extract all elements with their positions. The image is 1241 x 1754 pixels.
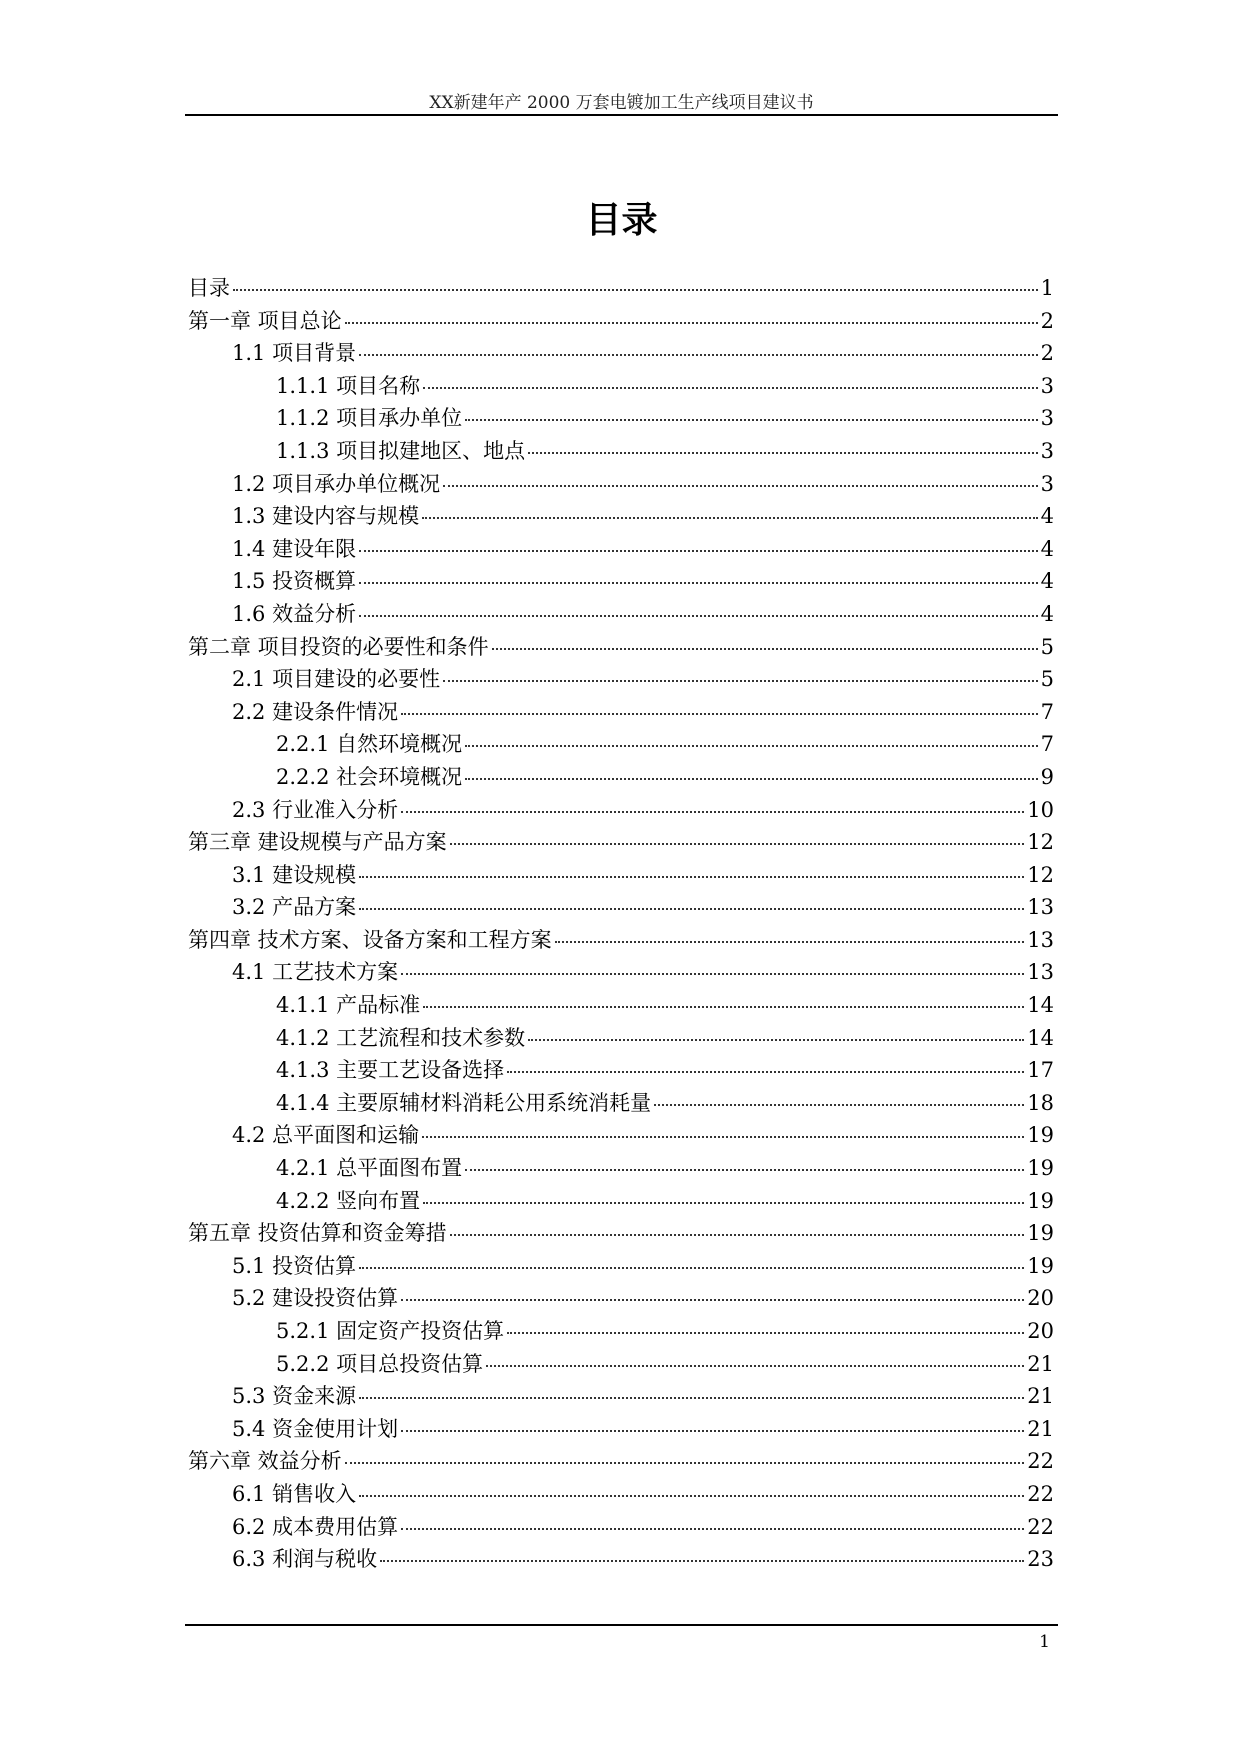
toc-entry-title: 1.1.1 项目名称 [276,373,421,398]
toc-entry-page: 2 [1040,341,1054,366]
page-title: 目录 [585,200,658,241]
toc-entry-title: 1.1 项目背景 [232,341,357,366]
toc-entry[interactable] [188,272,1054,305]
toc-dot-leader [359,876,1024,878]
toc-dot-leader [401,1430,1024,1432]
toc-entry-page: 21 [1027,1351,1054,1376]
toc-dot-leader [465,1169,1024,1171]
toc-dot-leader [422,1136,1024,1138]
toc-dot-leader [359,1397,1024,1399]
toc-entry-page: 5 [1040,667,1054,692]
toc-entry-title: 4.1.2 工艺流程和技术参数 [276,1025,526,1050]
toc-entry[interactable] [188,924,1054,957]
toc-entry[interactable] [188,598,1054,631]
toc-entry[interactable] [188,305,1054,338]
toc-entry-title: 2.2 建设条件情况 [232,699,399,724]
toc-entry-title: 3.2 产品方案 [232,895,357,920]
toc-entry-page: 19 [1027,1188,1054,1213]
toc-entry-page: 14 [1027,993,1054,1018]
toc-entry-page: 4 [1040,569,1054,594]
toc-dot-leader [359,1267,1024,1269]
toc-dot-leader [443,485,1038,487]
toc-entry-title: 6.3 利润与税收 [232,1547,378,1572]
toc-entry[interactable] [188,891,1054,924]
toc-entry-title: 5.2.1 固定资产投资估算 [276,1319,505,1343]
toc-entry-title: 第三章 建设规模与产品方案 [188,830,447,855]
toc-entry-title: 1.6 效益分析 [232,601,357,626]
toc-entry-title: 第六章 效益分析 [188,1449,342,1474]
toc-entry-title: 6.1 销售收入 [232,1481,357,1506]
toc-entry-page: 3 [1040,406,1054,431]
toc-dot-leader [401,713,1038,715]
toc-entry-page: 17 [1027,1058,1054,1083]
toc-entry-page: 3 [1040,438,1054,463]
toc-entry-page: 13 [1027,960,1054,985]
toc-entry-title: 4.1.3 主要工艺设备选择 [276,1058,505,1083]
toc-dot-leader [423,387,1038,389]
toc-dot-leader [401,1299,1024,1301]
toc-dot-leader [359,550,1038,552]
toc-dot-leader [233,289,1038,291]
toc-entry-title: 6.2 成本费用估算 [232,1514,399,1539]
toc-entry[interactable] [188,1185,1054,1218]
toc-dot-leader [507,1071,1024,1073]
toc-entry-title: 目录 [188,276,230,300]
toc-entry-page: 21 [1027,1384,1054,1409]
toc-dot-leader [528,1039,1024,1041]
toc-entry-page: 21 [1027,1416,1054,1441]
toc-entry-title: 1.1.2 项目承办单位 [276,406,463,431]
toc-entry[interactable] [188,1478,1054,1511]
toc-dot-leader [486,1365,1024,1367]
toc-dot-leader [422,517,1038,519]
toc-entry-title: 5.4 资金使用计划 [232,1416,399,1441]
toc-entry[interactable] [188,1054,1054,1087]
toc-dot-leader [401,973,1024,975]
toc-entry[interactable] [188,1022,1054,1055]
toc-entry-title: 5.2.2 项目总投资估算 [276,1351,484,1376]
toc-entry-title: 4.2.1 总平面图布置 [276,1156,463,1181]
toc-dot-leader [443,680,1038,682]
toc-entry[interactable] [188,1152,1054,1185]
toc-entry[interactable] [188,435,1054,468]
toc-dot-leader [345,1462,1025,1464]
toc-entry-title: 3.1 建设规模 [232,862,357,887]
footer-rule [185,1624,1058,1626]
toc-entry-page: 22 [1027,1481,1054,1506]
toc-entry[interactable] [188,761,1054,794]
toc-entry-title: 1.4 建设年限 [232,536,357,561]
toc-entry-page: 19 [1027,1221,1054,1246]
toc-dot-leader [465,419,1038,421]
toc-entry-title: 2.3 行业准入分析 [232,797,399,822]
toc-entry-page: 22 [1027,1514,1054,1539]
toc-entry-page: 3 [1040,373,1054,398]
page-number: 1 [1039,1632,1050,1652]
running-header: XX新建年产 2000 万套电镀加工生产线项目建议书 [429,93,814,113]
toc-entry-title: 2.2.1 自然环境概况 [276,732,463,757]
toc-entry[interactable] [188,1217,1054,1250]
toc-entry-title: 5.2 建设投资估算 [232,1286,399,1311]
toc-entry-title: 2.2.2 社会环境概况 [276,764,463,789]
toc-entry[interactable] [188,1315,1054,1348]
toc-entry-page: 7 [1040,699,1054,724]
toc-dot-leader [359,354,1038,356]
toc-entry-page: 3 [1040,471,1054,496]
toc-entry[interactable] [188,696,1054,729]
toc-entry-page: 12 [1027,830,1054,855]
toc-entry-page: 4 [1040,536,1054,561]
toc-entry-page: 5 [1040,634,1054,659]
toc-entry-page: 13 [1027,895,1054,920]
toc-entry[interactable] [188,631,1054,664]
toc-dot-leader [423,1202,1024,1204]
toc-dot-leader [450,1234,1025,1236]
toc-dot-leader [465,745,1038,747]
toc-entry-page: 13 [1027,927,1054,952]
toc-entry-page: 19 [1027,1123,1054,1148]
toc-entry[interactable] [188,468,1054,501]
toc-entry-page: 9 [1040,764,1054,789]
toc-dot-leader [380,1560,1024,1562]
toc-entry[interactable] [188,1380,1054,1413]
toc-dot-leader [359,908,1024,910]
toc-entry[interactable] [188,1413,1054,1446]
toc-dot-leader [555,941,1025,943]
toc-entry[interactable] [188,859,1054,892]
toc-entry-page: 12 [1027,862,1054,887]
toc-entry-page: 14 [1027,1025,1054,1050]
toc-entry[interactable] [188,500,1054,533]
toc-entry[interactable] [188,533,1054,566]
toc-entry-title: 第二章 项目投资的必要性和条件 [188,634,489,659]
toc-entry-page: 19 [1027,1156,1054,1181]
toc-entry[interactable] [188,826,1054,859]
toc-entry-title: 4.2 总平面图和运输 [232,1123,420,1148]
toc-entry-page: 4 [1040,504,1054,529]
toc-entry-title: 1.2 项目承办单位概况 [232,471,441,496]
toc-dot-leader [507,1332,1024,1334]
toc-entry-title: 4.1.4 主要原辅材料消耗公用系统消耗量 [276,1090,652,1115]
toc-entry-title: 4.2.2 竖向布置 [276,1188,421,1213]
toc-entry-page: 4 [1040,601,1054,626]
toc-entry-title: 5.1 投资估算 [232,1253,357,1278]
toc-dot-leader [423,1006,1024,1008]
toc-entry-page: 2 [1040,308,1054,333]
table-of-contents [188,272,1054,1576]
toc-entry[interactable] [188,989,1054,1022]
toc-dot-leader [345,322,1038,324]
header-rule [185,114,1058,116]
toc-entry[interactable] [188,956,1054,989]
toc-entry-page: 10 [1027,797,1054,822]
toc-dot-leader [401,1528,1024,1530]
toc-entry[interactable] [188,663,1054,696]
toc-entry-title: 4.1.1 产品标准 [276,993,421,1018]
toc-dot-leader [401,811,1024,813]
toc-entry-title: 第四章 技术方案、设备方案和工程方案 [188,927,552,952]
toc-entry[interactable] [188,1282,1054,1315]
toc-entry-title: 1.1.3 项目拟建地区、地点 [276,438,526,463]
toc-entry-title: 1.5 投资概算 [232,569,357,594]
toc-dot-leader [359,582,1038,584]
toc-entry-title: 1.3 建设内容与规模 [232,504,420,529]
toc-entry-page: 20 [1027,1319,1054,1343]
toc-entry[interactable] [188,1445,1054,1478]
toc-entry-page: 18 [1027,1090,1054,1115]
toc-entry-page: 20 [1027,1286,1054,1311]
toc-entry-page: 19 [1027,1253,1054,1278]
toc-entry[interactable] [188,1087,1054,1120]
toc-entry-page: 23 [1027,1547,1054,1572]
toc-entry[interactable] [188,1119,1054,1152]
toc-dot-leader [654,1104,1024,1106]
toc-entry-title: 第五章 投资估算和资金筹措 [188,1221,447,1246]
toc-entry[interactable] [188,370,1054,403]
toc-entry-title: 4.1 工艺技术方案 [232,960,399,985]
toc-dot-leader [359,615,1038,617]
toc-entry-page: 22 [1027,1449,1054,1474]
toc-entry[interactable] [188,794,1054,827]
toc-entry[interactable] [188,728,1054,761]
toc-entry-page: 1 [1040,276,1054,300]
toc-dot-leader [492,648,1038,650]
toc-entry-page: 7 [1040,732,1054,757]
toc-dot-leader [359,1495,1024,1497]
toc-entry[interactable] [188,337,1054,370]
toc-entry[interactable] [188,402,1054,435]
toc-entry[interactable] [188,1543,1054,1576]
toc-entry-title: 5.3 资金来源 [232,1384,357,1409]
toc-entry[interactable] [188,1348,1054,1381]
toc-dot-leader [528,452,1038,454]
toc-entry-title: 2.1 项目建设的必要性 [232,667,441,692]
toc-dot-leader [450,843,1025,845]
toc-entry[interactable] [188,565,1054,598]
toc-entry[interactable] [188,1511,1054,1544]
toc-entry-title: 第一章 项目总论 [188,308,342,333]
toc-entry[interactable] [188,1250,1054,1283]
toc-dot-leader [465,778,1038,780]
